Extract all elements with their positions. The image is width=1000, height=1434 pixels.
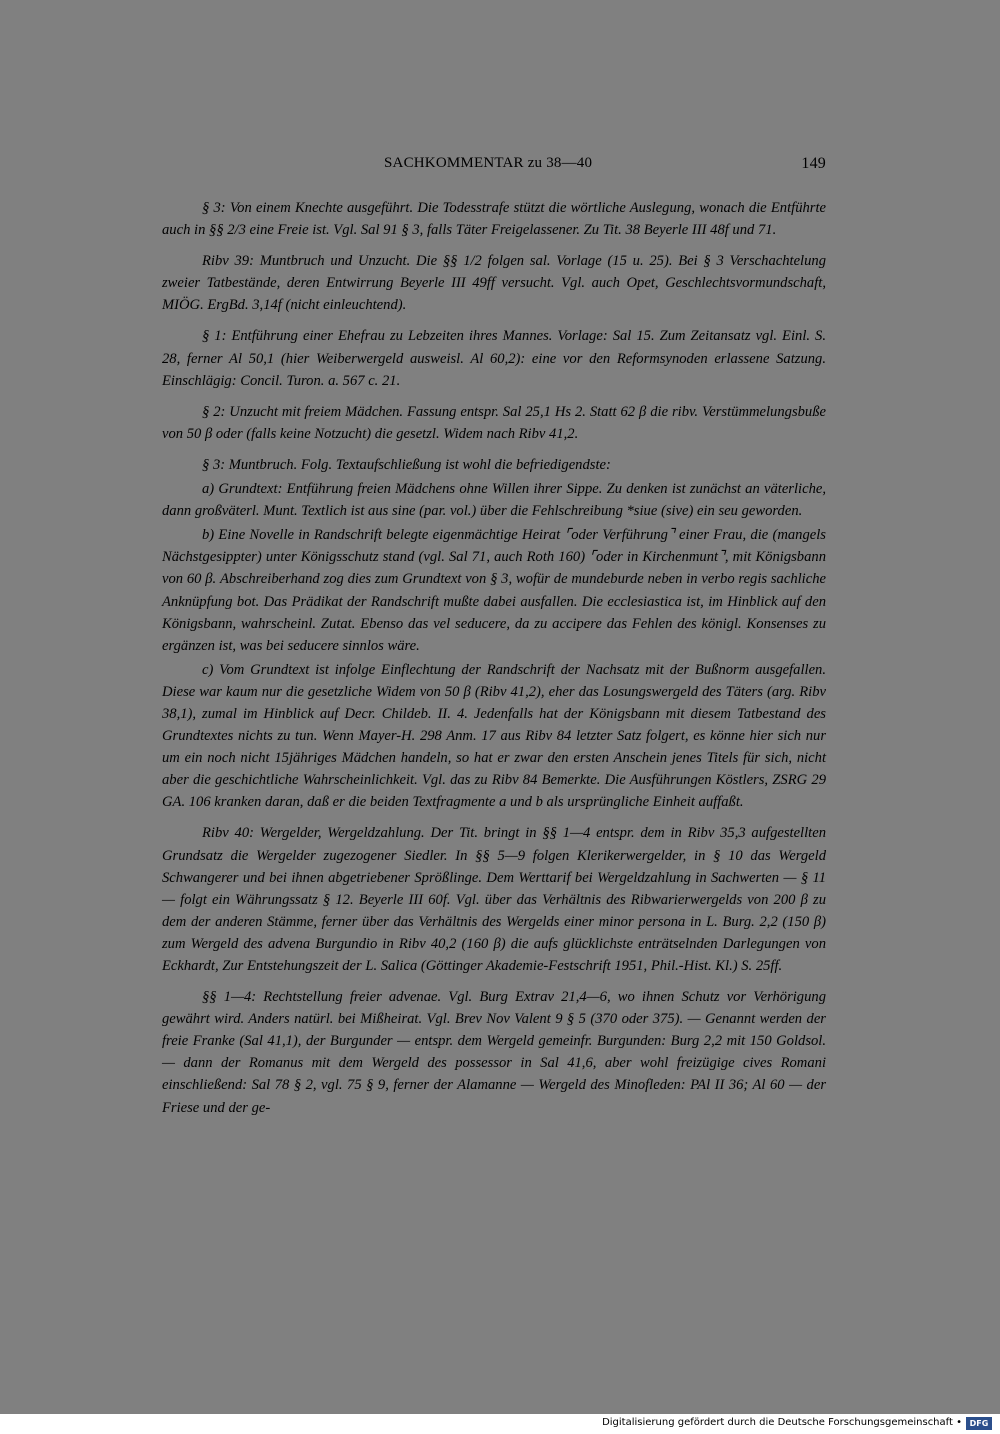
paragraph: § 3: Muntbruch. Folg. Textaufschließung ist wohl die befriedigendste: <box>202 456 611 473</box>
paragraph: Ribv 40: Wergelder, Wergeldzahlung. Der Tit. bringt in §§ 1—4 entspr. dem in Ribv 35,3 aufgestellten Grundsatz die Wergelder zugezogener Siedler. In §§ 5—9 folgen Klerikerwergelder, in § 10 das Wergeld Schwangerer und bei ihnen abgetriebener Sprößlinge. Dem Werttarif bei Wergeldzahlung in Sachwerten — § 11 — folgt ein Währungssatz § 12. Beyerle III 60f. Vgl. über das Verhältnis des Ribwarierwergelds von 200 β zu dem der anderen Stämme, ferner über das Verhältnis des Wergelds einer minor persona in L. Burg. 2,2 (150 β) zum Wergeld des advena Burgundio in Ribv 40,2 (160 β) die aufs glücklichste enträtselnden Darlegungen von Eckhardt, Zur Entstehungszeit der L. Salica (Göttinger Akademie-Festschrift 1951, Phil.-Hist. Kl.) S. 25ff. <box>162 825 826 974</box>
funding-note: Digitalisierung gefördert durch die Deutsche Forschungsgemeinschaft • <box>602 1417 962 1428</box>
paragraph: a) Grundtext: Entführung freien Mädchens ohne Willen ihrer Sippe. Zu denken ist zunächst an väterliche, dann großväterl. Munt. Textlich ist aus sine (par. vol.) über die Fehlschreibung *siue (sive) ein seu geworden. <box>162 481 826 520</box>
funding-footer <box>0 1414 1000 1434</box>
paragraph: b) Eine Novelle in Randschrift belegte eigenmächtige Heirat ⌜oder Verführung⌝ einer Frau, die (mangels Nächstgesippter) unter Königsschutz stand (vgl. Sal 71, auch Roth 160) ⌜oder in Kirchenmunt⌝, mit Königsbann von 60 β. Abschreiberhand zog dies zum Grundtext von § 3, wofür de mundeburde neben in verbo regis sachliche Anknüpfung bot. Das Prädikat der Randschrift mußte dabei ausfallen. Die ecclesiastica ist, im Hinblick auf den Königsbann, wahrscheinl. Zutat. Ebenso das vel seducere, da zu accipere das Fehlen des königl. Konsenses zu ergänzen ist, was bei seducere sinnlos wäre. <box>162 527 826 654</box>
commentary-text <box>162 197 826 1128</box>
paragraph: c) Vom Grundtext ist infolge Einflechtung der Randschrift der Nachsatz mit der Bußnorm ausgefallen. Diese war kaum nur die gesetzliche Widem von 50 β (Ribv 41,2), eher das Losungswergeld des Täters (arg. Ribv 38,1), zumal im Hinblick auf Decr. Childeb. II. 4. Jedenfalls hat der Königsbann mit diesem Tatbestand des Grundtextes nichts zu tun. Wenn Mayer-H. 298 Anm. 17 aus Ribv 84 letzter Satz folgert, es könne hier sich nur um ein noch nicht 15jähriges Mädchen handeln, so hat er zwar den ersten Anschein jenes Titels für sich, nicht aber die geschichtliche Wahrscheinlichkeit. Vgl. das zu Ribv 84 Bemerkte. Die Ausführungen Köstlers, ZSRG 29 GA. 106 kranken daran, daß er die beiden Textfragmente a und b als ursprüngliche Einheit auffaßt. <box>162 661 826 811</box>
page-number: 149 <box>801 155 826 172</box>
paragraph: Ribv 39: Muntbruch und Unzucht. Die §§ 1/2 folgen sal. Vorlage (15 u. 25). Bei § 3 Verschachtelung zweier Tatbestände, deren Entwirrung Beyerle III 49ff versucht. Vgl. auch Opet, Geschlechtsvormundschaft, MIÖG. ErgBd. 3,14f (nicht einleuchtend). <box>162 253 826 314</box>
paragraph: §§ 1—4: Rechtstellung freier advenae. Vgl. Burg Extrav 21,4—6, wo ihnen Schutz vor Verhörigung gewährt wird. Anders natürl. bei Mißheirat. Vgl. Brev Nov Valent 9 § 5 (370 oder 375). — Genannt werden der freie Franke (Sal 41,1), der Burgunder — entspr. dem Wergeld gemeinfr. Burgunden: Burg 2,2 mit 150 Goldsol. — dann der Romanus mit dem Wergeld des possessor in Sal 41,6, aber wohl freizügige cives Romani einschließend: Sal 78 § 2, vgl. 75 § 9, ferner der Alamanne — Wergeld des Minofleden: PAl II 36; Al 60 — der Friese und der ge- <box>162 989 826 1116</box>
paragraph: § 1: Entführung einer Ehefrau zu Lebzeiten ihres Mannes. Vorlage: Sal 15. Zum Zeitansatz vgl. Einl. S. 28, ferner Al 50,1 (hier Weiberwergeld ausweisl. Al 60,2): eine vor den Reformsynoden erlassene Satzung. Einschlägig: Concil. Turon. a. 567 c. 21. <box>162 328 826 389</box>
dfg-logo: DFG <box>966 1417 992 1430</box>
paragraph: § 2: Unzucht mit freiem Mädchen. Fassung entspr. Sal 25,1 Hs 2. Statt 62 β die ribv. Verstümmelungsbuße von 50 β oder (falls keine Notzucht) die gesetzl. Widem nach Ribv 41,2. <box>162 403 826 442</box>
running-title: SACHKOMMENTAR zu 38—40 <box>384 155 593 171</box>
paragraph: § 3: Von einem Knechte ausgeführt. Die Todesstrafe stützt die wörtliche Auslegung, wonach die Entführte auch in §§ 2/3 eine Freie ist. Vgl. Sal 91 § 3, falls Täter Freigelassener. Zu Tit. 38 Beyerle III 48f und 71. <box>162 200 826 239</box>
running-header <box>162 152 826 176</box>
